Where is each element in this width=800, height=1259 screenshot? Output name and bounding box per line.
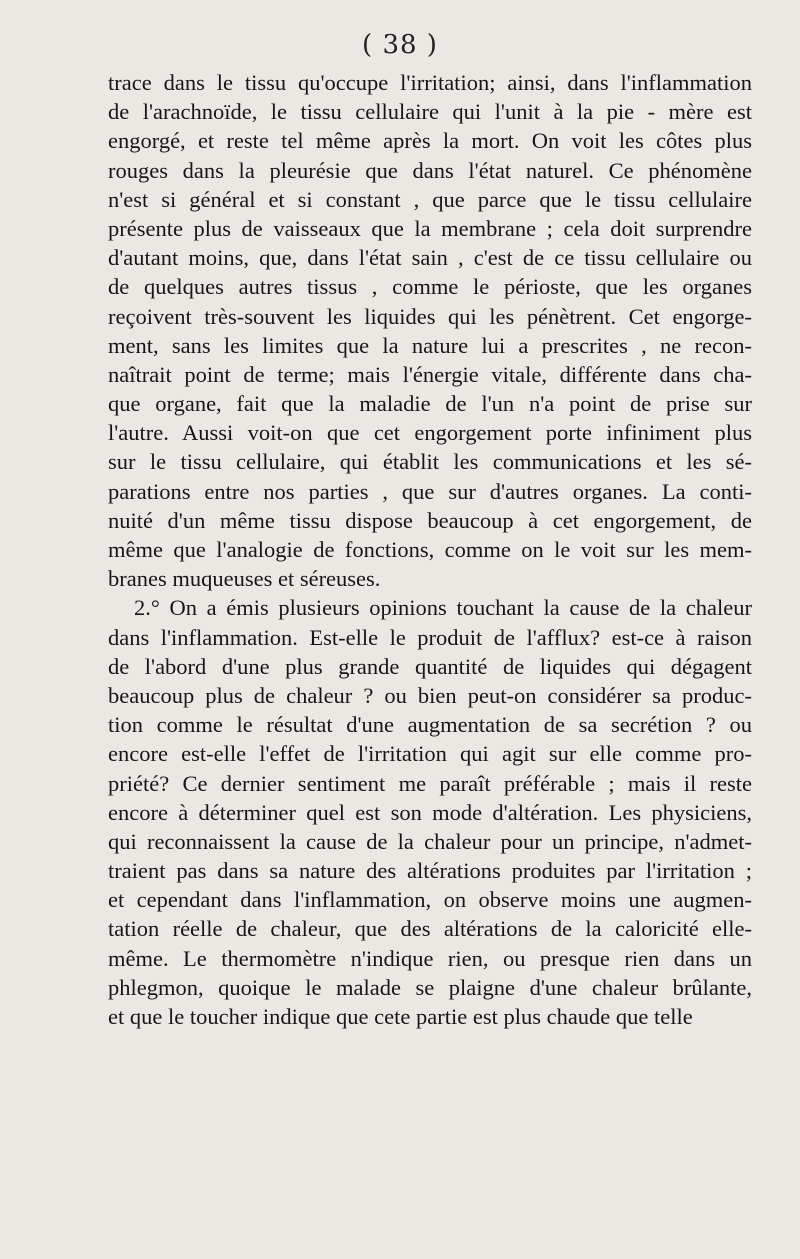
text-line: beaucoup plus de chaleur ? ou bien peut-on considérer sa produc- <box>108 682 752 708</box>
text-line: qui reconnaissent la cause de la chaleur pour un principe, n'admet- <box>108 828 752 854</box>
text-line: naîtrait point de terme; mais l'énergie vitale, différente dans cha- <box>108 361 752 387</box>
text-line: n'est si général et si constant , que parce que le tissu cellulaire <box>108 186 752 212</box>
text-line: ment, sans les limites que la nature lui a prescrites , ne recon- <box>108 332 752 358</box>
text-line: encore à déterminer quel est son mode d'altération. Les physiciens, <box>108 799 752 825</box>
text-line: d'autant moins, que, dans l'état sain , c'est de ce tissu cellulaire ou <box>108 245 752 271</box>
text-line: de quelques autres tissus , comme le périoste, que les organes <box>108 274 752 300</box>
text-line: l'autre. Aussi voit-on que cet engorgement porte infiniment plus <box>108 420 752 446</box>
text-line: branes muqueuses et séreuses. <box>108 566 381 592</box>
text-line: engorgé, et reste tel même après la mort. On voit les côtes plus <box>108 128 752 154</box>
text-line: de l'arachnoïde, le tissu cellulaire qui l'unit à la pie - mère est <box>108 99 752 125</box>
text-line: tation réelle de chaleur, que des altérations de la caloricité elle- <box>108 916 752 942</box>
text-line: tion comme le résultat d'une augmentation de sa secrétion ? ou <box>108 712 752 738</box>
text-line: parations entre nos parties , que sur d'autres organes. La conti- <box>108 478 752 504</box>
text-line: trace dans le tissu qu'occupe l'irritation; ainsi, dans l'inflammation <box>108 70 752 95</box>
text-line: encore est-elle l'effet de l'irritation qui agit sur elle comme pro- <box>108 741 752 767</box>
text-line: dans l'inflammation. Est-elle le produit de l'afflux? est-ce à raison <box>108 624 752 650</box>
text-line: même que l'analogie de fonctions, comme on le voit sur les mem- <box>108 537 752 562</box>
text-line: reçoivent très-souvent les liquides qui les pénètrent. Cet engorge- <box>108 303 752 329</box>
text-line: sur le tissu cellulaire, qui établit les communications et les sé- <box>108 449 752 475</box>
text-line: traient pas dans sa nature des altérations produites par l'irritation ; <box>108 858 752 884</box>
text-line: rouges dans la pleurésie que dans l'état naturel. Ce phénomène <box>108 157 752 183</box>
text-line: nuité d'un même tissu dispose beaucoup à cet engorgement, de <box>108 507 752 533</box>
page-number: ( 38 ) <box>362 30 438 60</box>
text-line: et cependant dans l'inflammation, on observe moins une augmen- <box>108 887 752 913</box>
text-line: phlegmon, quoique le malade se plaigne d'une chaleur brûlante, <box>108 974 752 1000</box>
text-line: que organe, fait que la maladie de l'un n'a point de prise sur <box>108 391 752 417</box>
text-line: même. Le thermomètre n'indique rien, ou presque rien dans un <box>108 945 752 971</box>
text-line: et que le toucher indique que cete partie est plus chaude que telle <box>108 1004 693 1029</box>
body-text <box>108 68 752 1031</box>
text-line: priété? Ce dernier sentiment me paraît préférable ; mais il reste <box>108 770 752 796</box>
text-line: 2.° On a émis plusieurs opinions touchant la cause de la chaleur <box>134 595 752 621</box>
text-line: de l'abord d'une plus grande quantité de liquides qui dégagent <box>108 653 752 679</box>
text-line: présente plus de vaisseaux que la membrane ; cela doit surprendre <box>108 215 752 241</box>
